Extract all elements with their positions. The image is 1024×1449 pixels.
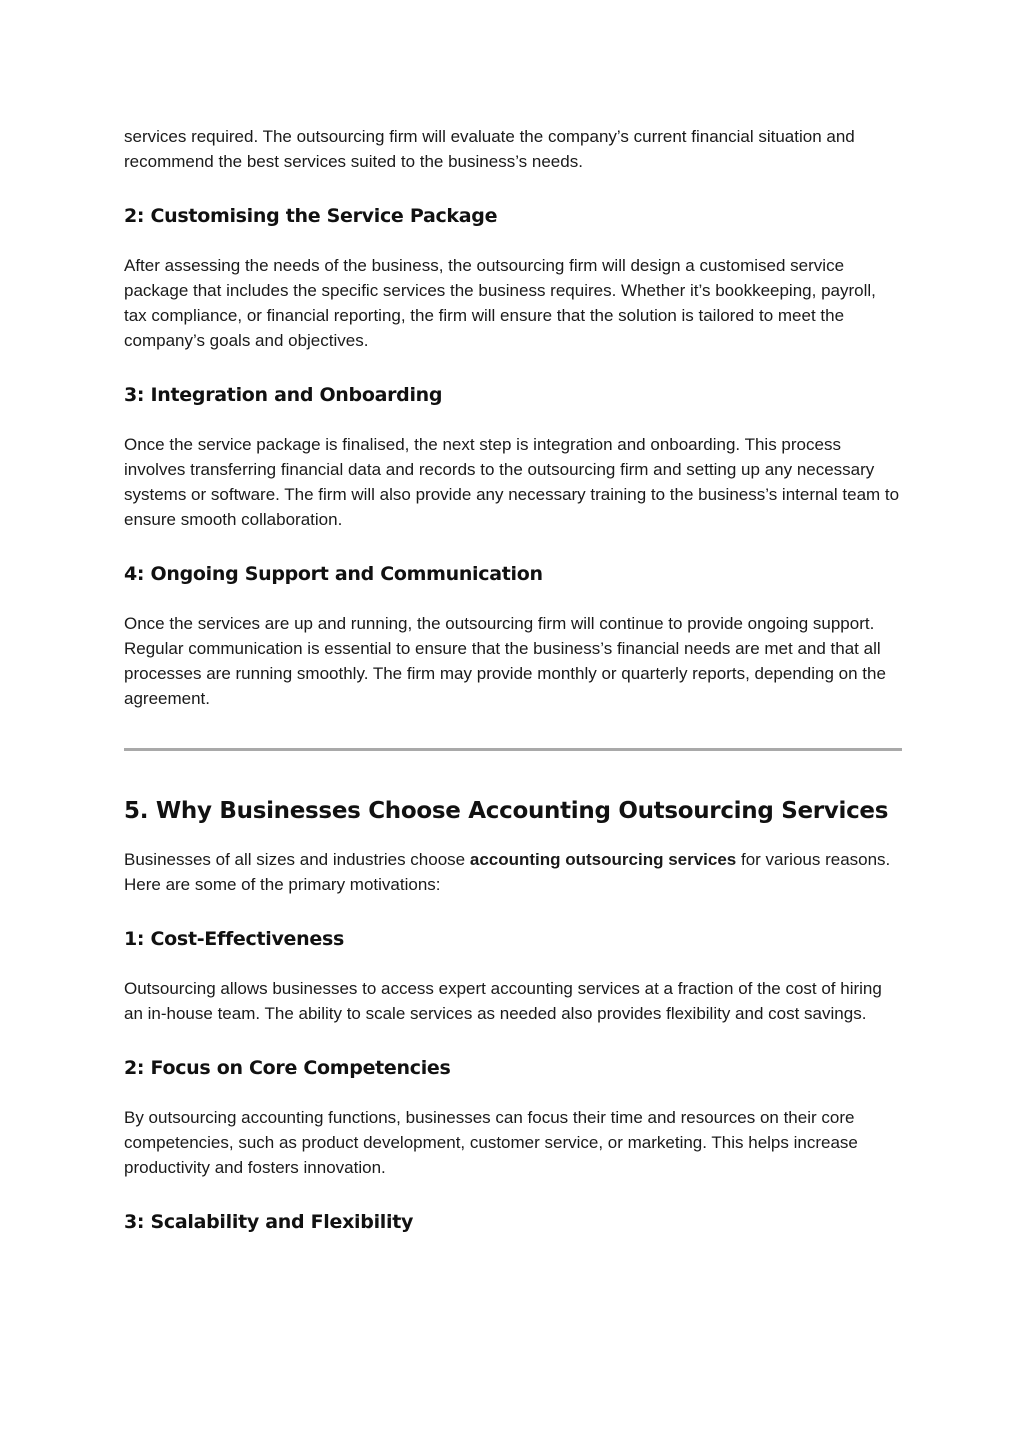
intro-bold-phrase: accounting outsourcing services	[469, 850, 737, 869]
section-5-title: 5. Why Businesses Choose Accounting Outsourcing Services	[124, 798, 889, 824]
reason-1-paragraph: Outsourcing allows businesses to access expert accounting services at a fraction of the cost of hiring an in-house team. The ability to scale services as needed also provides flexibility and cost savings.	[124, 979, 882, 1023]
intro-text-after: for various reasons. Here are some of the primary motivations:	[124, 850, 891, 894]
step-4-paragraph: Once the services are up and running, the outsourcing firm will continue to provide ongoing support. Regular communication is essential to ensure that the business’s financial needs are met and that all processes are running smoothly. The firm may provide monthly or quarterly reports, depending on the agreement.	[124, 614, 886, 708]
step-4-heading: 4: Ongoing Support and Communication	[124, 563, 543, 585]
reason-3-heading: 3: Scalability and Flexibility	[124, 1211, 414, 1233]
step-3-heading: 3: Integration and Onboarding	[124, 384, 443, 406]
reason-2-paragraph: By outsourcing accounting functions, businesses can focus their time and resources on their core competencies, such as product development, customer service, or marketing. This helps increase productivity and fosters innovation.	[124, 1108, 858, 1177]
intro-text-before: Businesses of all sizes and industries choose	[124, 850, 470, 869]
step-2-heading: 2: Customising the Service Package	[124, 205, 498, 227]
intro-paragraph-tail: services required. The outsourcing firm will evaluate the company’s current financial situation and recommend the best services suited to the business’s needs.	[124, 127, 855, 171]
reason-1-heading: 1: Cost-Effectiveness	[124, 928, 344, 950]
step-3-paragraph: Once the service package is finalised, the next step is integration and onboarding. This process involves transferring financial data and records to the outsourcing firm and setting up any necessary systems or software. The firm will also provide any necessary training to the business’s internal team to ensure smooth collaboration.	[124, 435, 900, 529]
reason-2-heading: 2: Focus on Core Competencies	[124, 1057, 451, 1079]
step-2-paragraph: After assessing the needs of the business, the outsourcing firm will design a customised service package that includes the specific services the business requires. Whether it’s bookkeeping, payroll, tax compliance, or financial reporting, the firm will ensure that the solution is tailored to meet the company’s goals and objectives.	[124, 256, 876, 350]
section-5-intro	[124, 847, 902, 897]
document-page	[124, 124, 902, 1235]
